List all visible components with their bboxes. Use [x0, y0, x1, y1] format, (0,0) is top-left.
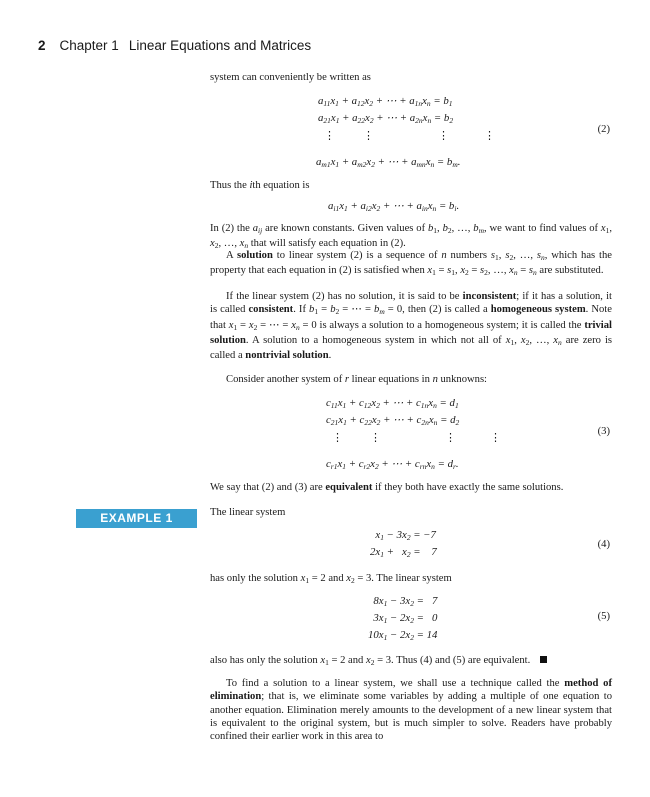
- equation-system-5: $8x_1 - 3x_2 = 7$ $3x_1 - 2x_2 = 0$ $10x_1 - 2x_2 = 14$: [368, 595, 438, 642]
- paragraph-known-constants: In (2) the $a_{ij}$ are known constants. Given values of $b_1$, $b_2$, …, $b_m$, we want to find values of $x_1$, $x_2$, …, $x_n$ that will satisfy each equation in (2).: [210, 223, 613, 251]
- paragraph-only-solution: has only the solution $x_1 = 2$ and $x_2 = 3$. The linear system: [210, 573, 452, 585]
- paragraph-consider: Consider another system of r linear equations in n unknowns:: [226, 374, 488, 385]
- intro-text: system can conveniently be written as: [210, 72, 371, 83]
- equation-system-2: $a_{11}x_1 + a_{12}x_2$ + ⋯ + $a_{1n}x_n = b_1$ $a_{21}x_1 + a_{22}x_2$ + ⋯ + $a_{2n}x_n = b_2$: [318, 95, 454, 125]
- page-number: 2: [38, 38, 46, 53]
- example-intro: The linear system: [210, 507, 286, 518]
- chapter-title: Linear Equations and Matrices: [128, 38, 312, 53]
- ith-equation-text: Thus the ith equation is: [210, 180, 310, 191]
- end-of-example-mark: [540, 656, 547, 663]
- paragraph-inconsistent: If the linear system (2) has no solution, it is said to be inconsistent; if it has a solution, it is called consistent. If $b_1 = b_2$ = ⋯ = $b_m = 0$, then (2) is called a homogeneous system. Note that $x_1 = x_2$ = ⋯ = $x_n = 0$ is always a solution to a homogeneous system; it is called the trivial solution. A solution to a homogeneous system in which not all of $x_1$, $x_2$, …, $x_n$ are zero is called a nontrivial solution.: [210, 291, 613, 362]
- paragraph-also-solution: also has only the solution $x_1 = 2$ and $x_2 = 3$. Thus (4) and (5) are equivalent.: [210, 654, 612, 669]
- paragraph-equivalent: We say that (2) and (3) are equivalent if they both have exactly the same solutions.: [210, 482, 564, 493]
- equation-number-3: (3): [597, 426, 610, 437]
- vdots: ⋮: [324, 130, 335, 142]
- paragraph-elimination: To find a solution to a linear system, we shall use a technique called the method of elimination; that is, we eliminate some variables by adding a multiple of one equation to another equation. Elimination merely amounts to the development of a new linear system that is equivalent to the original system, but is much simpler to solve. Readers have probably confined their earlier work in this area to: [210, 678, 612, 743]
- equation-system-3: $c_{11}x_1 + c_{12}x_2$ + ⋯ + $c_{1n}x_n = d_1$ $c_{21}x_1 + c_{22}x_2$ + ⋯ + $c_{2n}x_n = d_2$: [326, 397, 460, 427]
- equation-number-5: (5): [597, 611, 610, 622]
- chapter-label: Chapter 1: [59, 38, 119, 53]
- ith-equation: $a_{i1}x_1 + a_{i2}x_2$ + ⋯ + $a_{in}x_n = b_i$.: [328, 200, 460, 213]
- example-label: EXAMPLE 1: [76, 509, 197, 528]
- equation-number-4: (4): [597, 539, 610, 550]
- paragraph-solution: A solution to linear system (2) is a sequence of n numbers $s_1$, $s_2$, …, $s_n$, which has the property that each equation in (2) is satisfied when $x_1 = s_1$, $x_2 = s_2$, …, $x_n = s_n$ are substituted.: [210, 250, 612, 278]
- equation-system-4: $x_1 - 3x_2 = -7$ $2x_1 + x_2$ = 7: [370, 529, 437, 559]
- equation-number-2: (2): [597, 124, 610, 135]
- running-header: [38, 38, 311, 53]
